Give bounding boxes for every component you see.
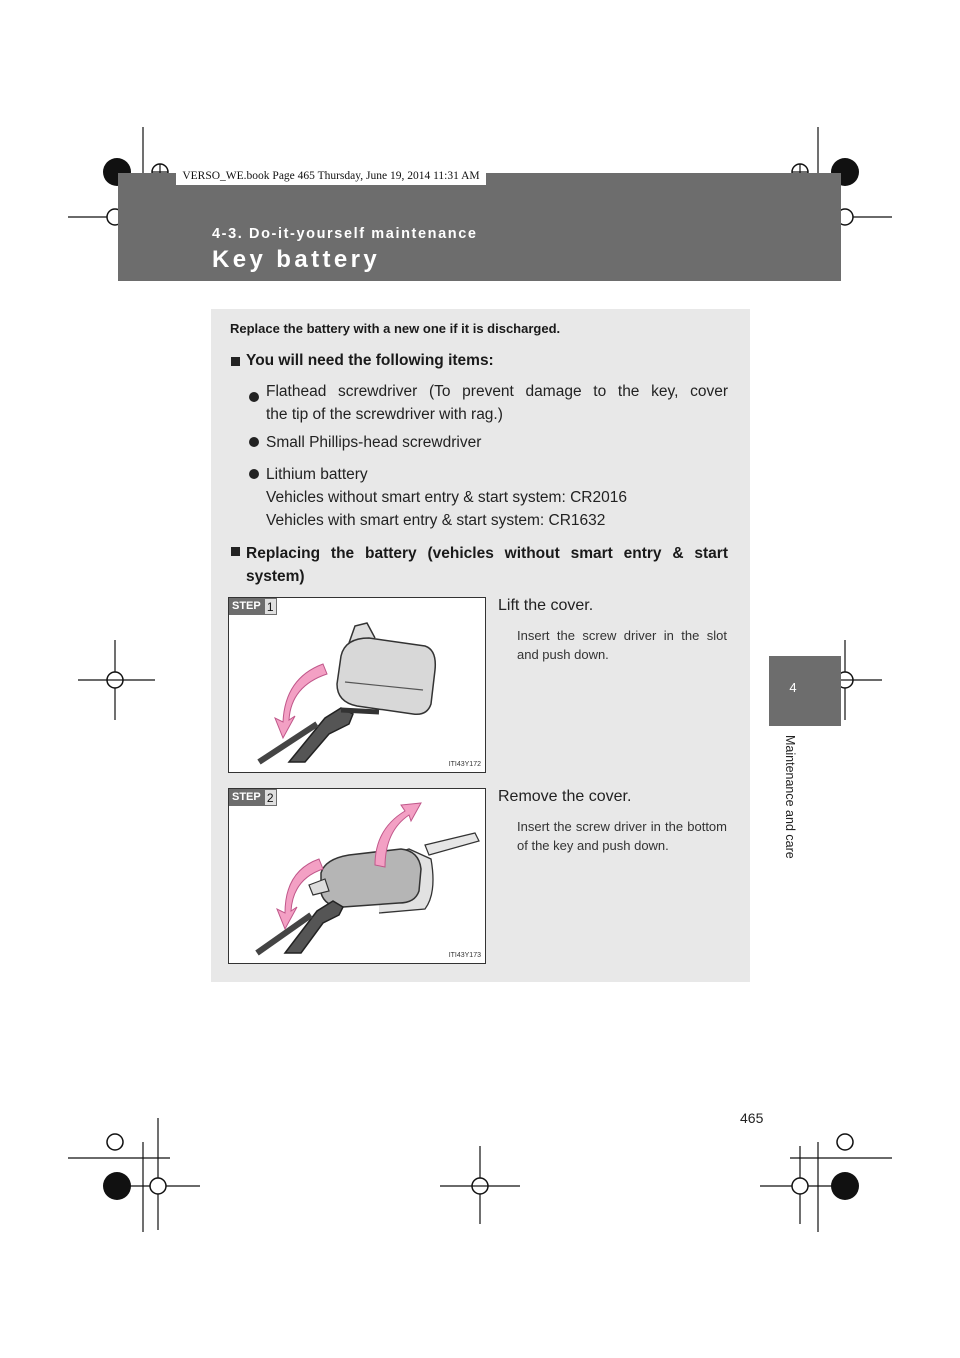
replace-heading: Replacing the battery (vehicles without smart entry & start system)	[246, 545, 728, 585]
square-bullet-icon	[231, 547, 240, 556]
section-label: 4-3. Do-it-yourself maintenance	[212, 226, 478, 242]
bullet-icon	[249, 437, 259, 447]
bullet-icon	[249, 392, 259, 402]
step-1-title: Lift the cover.	[498, 597, 594, 614]
step-badge-label: STEP	[229, 789, 264, 806]
book-stamp: VERSO_WE.book Page 465 Thursday, June 19, 2014 11:31 AM	[176, 167, 486, 185]
step-2-description: Insert the screw driver in the bottom of the key and push down.	[517, 819, 727, 853]
key-lift-cover-illustration	[229, 598, 485, 772]
list-item-line: the tip of the screwdriver with rag.)	[266, 406, 503, 423]
chapter-label: Maintenance and care	[783, 735, 797, 859]
figure-code: ITI43Y172	[448, 761, 481, 768]
step-2-title: Remove the cover.	[498, 788, 632, 805]
step-badge-number: 2	[264, 789, 277, 806]
list-item	[266, 380, 728, 426]
list-item-line: Flathead screwdriver (To prevent damage to the key, cover	[266, 383, 728, 400]
chapter-number: 4	[789, 680, 797, 695]
step-1-figure	[228, 597, 486, 773]
step-badge-label: STEP	[229, 598, 264, 615]
step-badge-number: 1	[264, 598, 277, 615]
list-item-line: Small Phillips-head screwdriver	[266, 434, 482, 451]
key-remove-cover-illustration	[229, 789, 485, 963]
list-item-line: Lithium battery	[266, 466, 368, 483]
square-bullet-icon	[231, 357, 240, 366]
items-heading: You will need the following items:	[246, 352, 494, 369]
list-item-line: Vehicles without smart entry & start system: CR2016	[266, 489, 627, 506]
list-item-line: Vehicles with smart entry & start system: CR1632	[266, 512, 606, 529]
list-item	[266, 431, 481, 454]
list-item	[266, 463, 627, 532]
page-title: Key battery	[212, 246, 381, 273]
intro-text: Replace the battery with a new one if it is discharged.	[230, 321, 561, 336]
figure-code: ITI43Y173	[448, 952, 481, 959]
page-number: 465	[740, 1110, 764, 1126]
bullet-icon	[249, 469, 259, 479]
step-1-description: Insert the screw driver in the slot and push down.	[517, 628, 727, 662]
step-2-figure	[228, 788, 486, 964]
